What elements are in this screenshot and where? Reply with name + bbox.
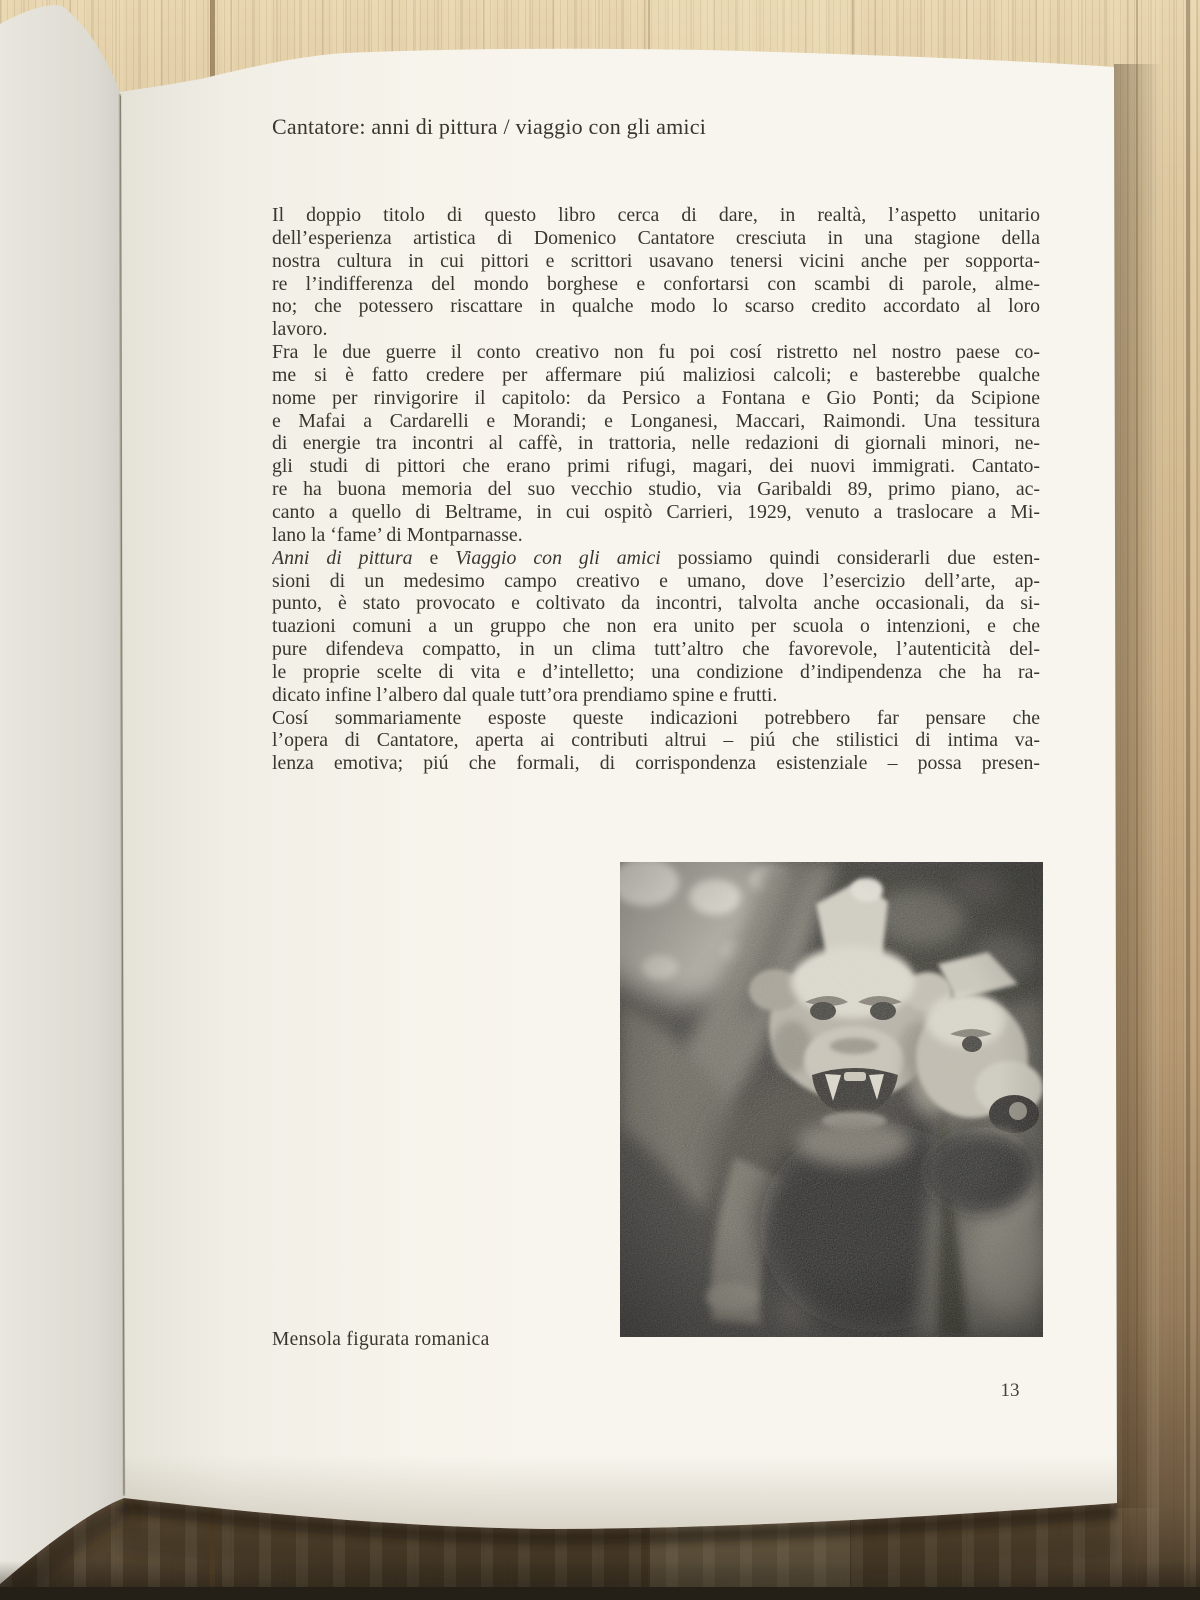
paragraph — [272, 547, 1040, 707]
italic-text: Anni di pittura — [272, 546, 413, 569]
text-segment: e — [412, 546, 456, 569]
page-number: 13 — [1000, 1380, 1020, 1401]
body-text — [272, 204, 1040, 775]
paragraph — [272, 707, 1040, 776]
text-line: lavoro. — [272, 318, 328, 341]
paragraph — [272, 341, 1040, 547]
text-line: tuazioni comuni a un gruppo che non era unito per scuola o intenzioni, e che — [272, 615, 1040, 638]
photo-bottom-edge — [0, 1587, 1200, 1600]
text-line: lano la ‘fame’ di Montparnasse. — [272, 523, 523, 546]
text-line: gli studi di pittori che erano primi rifugi, magari, dei nuovi immigrati. Cantato- — [272, 455, 1040, 478]
text-line: dicato infine l’albero dal quale tutt’ora prendiamo spine e frutti. — [272, 683, 778, 706]
text-line: sioni di un medesimo campo creativo e umano, dove l’esercizio dell’arte, ap- — [272, 569, 1040, 592]
vignette — [620, 862, 1043, 1337]
text-line: Fra le due guerre il conto creativo non fu poi cosí ristretto nel nostro paese co- — [272, 341, 1040, 364]
text-segment: possiamo quindi considerarli due esten- — [660, 546, 1040, 569]
text-line: re ha buona memoria del suo vecchio studio, via Garibaldi 89, primo piano, ac- — [272, 478, 1040, 501]
text-line: nome per rinvigorire il capitolo: da Persico a Fontana e Gio Ponti; da Scipione — [272, 386, 1040, 409]
text-line: l’opera di Cantatore, aperta ai contributi altrui – piú che stilistici di intima va- — [272, 729, 1040, 752]
text-line — [272, 547, 1040, 570]
text-line: no; che potessero riscattare in qualche modo lo scarso credito accordato al loro — [272, 295, 1040, 318]
bottom-shadow-fade — [0, 1561, 1200, 1587]
text-line: pure difendeva compatto, in un clima tutt’altro che favorevole, l’autenticità del- — [272, 638, 1040, 661]
text-line: me si è fatto credere per affermare piú maliziosi calcoli; e basterebbe qualche — [272, 363, 1040, 386]
corbel-photo-art — [620, 862, 1043, 1337]
paragraph — [272, 204, 1040, 341]
text-line: re l’indifferenza del mondo borghese e confortarsi con scambi di parole, alme- — [272, 272, 1040, 295]
text-line: Il doppio titolo di questo libro cerca di dare, in realtà, l’aspetto unitario — [272, 204, 1040, 226]
text-line: canto a quello di Beltrame, in cui ospitò Carrieri, 1929, venuto a traslocare a Mi- — [272, 500, 1040, 523]
text-line: di energie tra incontri al caffè, in trattoria, nelle redazioni di giornali minori, ne- — [272, 432, 1040, 455]
text-line: le proprie scelte di vita e d’intelletto; una condizione d’indipendenza che ha ra- — [272, 660, 1040, 683]
corbel-photo — [620, 862, 1043, 1337]
page-title: Cantatore: anni di pittura / viaggio con gli amici — [272, 114, 707, 139]
text-line: dell’esperienza artistica di Domenico Cantatore cresciuta in una stagione della — [272, 226, 1040, 249]
text-line: nostra cultura in cui pittori e scrittori usavano tenersi vicini anche per sopporta- — [272, 249, 1040, 272]
text-line: Cosí sommariamente esposte queste indicazioni potrebbero far pensare che — [272, 706, 1040, 729]
text-line: punto, è stato provocato e coltivato da incontri, talvolta anche occasionali, da si- — [272, 592, 1040, 615]
photo-caption: Mensola figurata romanica — [272, 1329, 490, 1350]
text-line: lenza emotiva; piú che formali, di corrispondenza esistenziale – possa presen- — [272, 752, 1040, 775]
text-line: e Mafai a Cardarelli e Morandi; e Longanesi, Maccari, Raimondi. Una tessitura — [272, 409, 1040, 432]
italic-text: Viaggio con gli amici — [455, 546, 661, 569]
